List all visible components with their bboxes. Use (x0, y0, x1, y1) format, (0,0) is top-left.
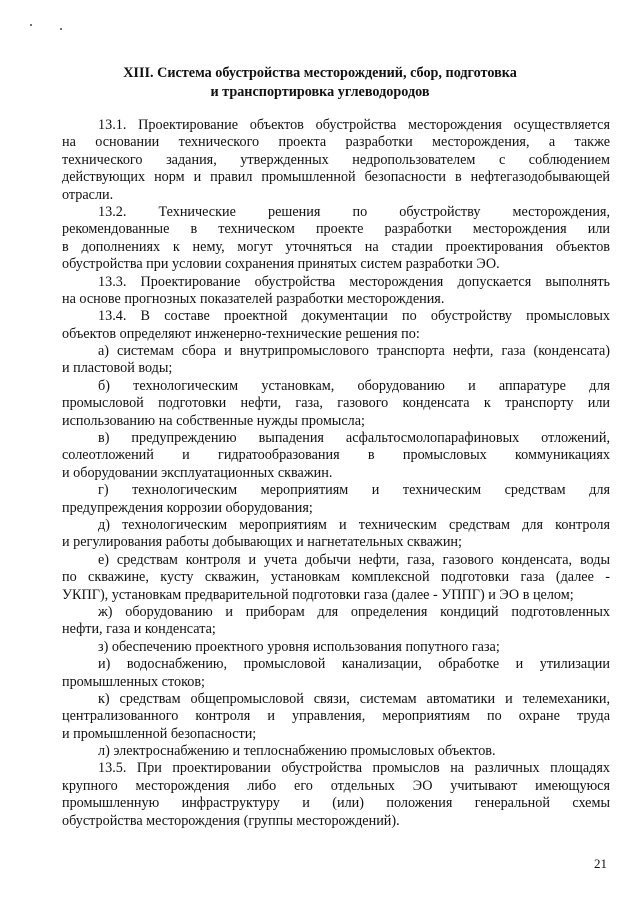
section-title (62, 64, 578, 102)
body-text-line: предупреждения коррозии оборудования; (62, 499, 313, 516)
page-number: 21 (594, 856, 607, 871)
body-text-line: к) средствам общепромысловой связи, системам автоматики и телемеханики, (98, 690, 610, 707)
body-text-line: 13.4. В составе проектной документации по обустройству промысловых (98, 308, 610, 325)
scan-speck (60, 28, 62, 30)
body-text-line: 13.2. Технические решения по обустройству месторождения, (98, 203, 610, 220)
body-text-line: рекомендованные в техническом проекте разработки месторождения или (62, 221, 610, 238)
body-text-line: е) средствам контроля и учета добычи нефти, газа, газового конденсата, воды (98, 551, 610, 568)
body-text-line: г) технологическим мероприятиям и техническим средствам для (98, 482, 610, 499)
body-text-line: промышленных стоков; (62, 673, 205, 690)
body-text-line: использованию на собственные нужды промысла; (62, 412, 365, 429)
body-text-line: 13.3. Проектирование обустройства месторождения допускается выполнять (98, 273, 610, 290)
body-text-line: действующих норм и правил промышленной безопасности в нефтегазодобывающей (62, 169, 610, 186)
body-text-line: и пластовой воды; (62, 360, 173, 377)
section-body (62, 117, 610, 830)
body-text-line: промысловой подготовки нефти, газа, газового конденсата к транспорту или (62, 395, 610, 412)
body-text-line: УКПГ), установкам предварительной подготовки газа (далее - УППГ) и ЭО в целом; (62, 586, 574, 603)
body-text-line: а) системам сбора и внутрипромыслового транспорта нефти, газа (конденсата) (98, 343, 610, 360)
body-text-line: объектов определяют инженерно-технические решения по: (62, 325, 420, 342)
body-text-line: и регулирования работы добывающих и нагнетательных скважин; (62, 534, 462, 551)
body-text-line: 13.1. Проектирование объектов обустройства месторождения осуществляется (98, 117, 610, 133)
body-text-line: в) предупреждению выпадения асфальтосмолопарафиновых отложений, (98, 430, 610, 447)
body-text-line: обустройства при условии сохранения принятых систем разработки ЭО. (62, 256, 500, 273)
section-title-line: XIII. Система обустройства месторождений, сбор, подготовка (123, 65, 517, 81)
body-text-line: промышленную инфраструктуру и (или) положения генеральной схемы (62, 795, 610, 812)
body-text-line: л) электроснабжению и теплоснабжению промысловых объектов. (98, 743, 496, 760)
body-text-line: и промышленной безопасности; (62, 725, 257, 742)
body-text-line: крупного месторождения либо его отдельных ЭО учитывают имеющуюся (62, 777, 610, 794)
body-text-line: ж) оборудованию и приборам для определения кондиций подготовленных (98, 603, 610, 620)
body-text-line: на основе прогнозных показателей разработки месторождения. (62, 290, 445, 307)
body-text-line: нефти, газа и конденсата; (62, 621, 216, 638)
body-text-line: солеотложений и гидратообразования в промысловых коммуникациях (62, 447, 610, 464)
body-text-line: и оборудовании эксплуатационных скважин. (62, 464, 333, 481)
body-text-line: в дополнениях к нему, могут уточняться на стадии проектирования объектов (62, 238, 610, 255)
body-text-line: 13.5. При проектировании обустройства промыслов на различных площадях (98, 760, 610, 777)
body-text-line: по скважине, кусту скважин, установкам комплексной подготовки газа (далее - (62, 569, 610, 586)
scan-speck (30, 24, 32, 26)
body-text-line: б) технологическим установкам, оборудованию и аппаратуре для (98, 377, 610, 394)
body-text-line: з) обеспечению проектного уровня использования попутного газа; (98, 638, 500, 655)
section-title-line: и транспортировка углеводородов (210, 84, 430, 100)
body-text-line: д) технологическим мероприятиям и техническим средствам для контроля (98, 516, 610, 533)
body-text-line: и) водоснабжению, промысловой канализации, обработке и утилизации (98, 656, 610, 673)
body-text-line: обустройства месторождения (группы месторождений). (62, 812, 400, 829)
body-text-line: централизованного контроля и управления, мероприятиям по охране труда (62, 708, 610, 725)
body-text-line: на основании технического проекта разработки месторождения, а также (62, 134, 610, 151)
body-text-line: отрасли. (62, 186, 114, 203)
body-text-line: технического задания, утвержденных недропользователем с соблюдением (62, 151, 610, 168)
